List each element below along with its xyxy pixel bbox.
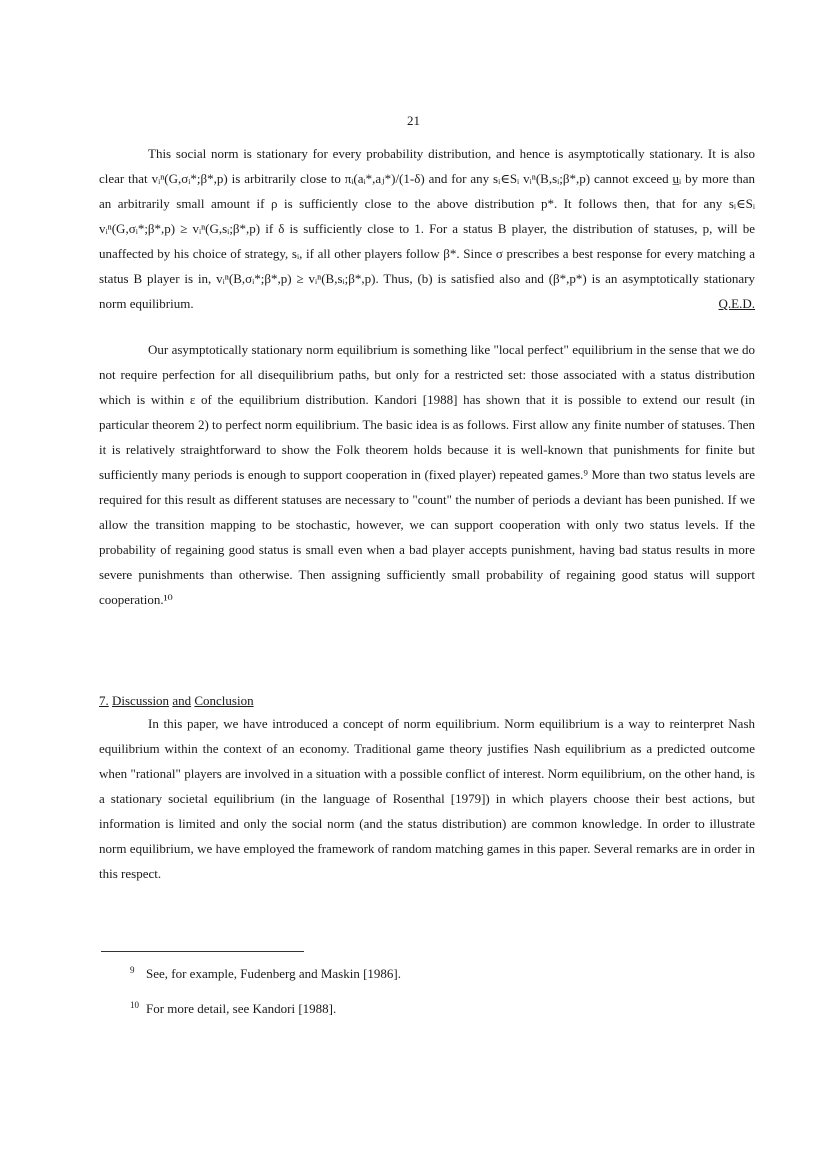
section-number: 7. [99, 693, 109, 708]
footnote-text: See, for example, Fudenberg and Maskin [1986]. [146, 966, 402, 981]
section-title-part1: Discussion [112, 693, 170, 708]
footnote-text: For more detail, see Kandori [1988]. [146, 1001, 337, 1016]
paragraph-text: This social norm is stationary for every probability distribution, and hence is asymptotically stationary. It is also clear that vᵢⁿ(G,σᵢ*;β*,p) is arbitrarily close to πᵢ(aᵢ*,aⱼ*)/(1-δ) and for any sᵢ∈Sᵢ vᵢⁿ(B,sᵢ;β*,p) cannot exceed u̲ᵢ by more than an arbitrarily small amount if ρ is sufficiently close to the above distribution p*. It follows then, that for any sᵢ∈Sᵢ vᵢⁿ(G,σᵢ*;β*,p) ≥ vᵢⁿ(G,sᵢ;β*,p) if δ is sufficiently close to 1. For a status B player, the distribution of statuses, p, will be unaffected by his choice of strategy, sᵢ, if all other players follow β*. Since σ prescribes a best response for every matching a status B player is in, vᵢⁿ(B,σᵢ*;β*,p) ≥ vᵢⁿ(B,sᵢ;β*,p). Thus, (b) is satisfied also and (β*,p*) is an asymptotically stationary norm equilibrium. [99, 146, 755, 311]
section-title-conjunction: and [172, 693, 192, 708]
paragraph-proof [99, 141, 755, 316]
footnote-9 [130, 965, 401, 983]
footnote-mark: 9 [130, 965, 135, 975]
footnote-mark: 10 [130, 1000, 139, 1010]
section-title-part2: Conclusion [194, 693, 254, 708]
footnote-10 [130, 1000, 336, 1018]
paragraph-conclusion: In this paper, we have introduced a concept of norm equilibrium. Norm equilibrium is a way to reinterpret Nash equilibrium within the context of an economy. Traditional game theory justifies Nash equilibrium as a predicted outcome when "rational" players are involved in a situation with a possible conflict of interest. Norm equilibrium, on the other hand, is a stationary societal equilibrium (in the language of Rosenthal [1979]) in which players choose their best actions, but information is limited and only the social norm (and the status distribution) are common knowledge. In order to illustrate norm equilibrium, we have employed the framework of random matching games in this paper. Several remarks are in order in this respect. [99, 716, 755, 881]
qed-marker: Q.E.D. [718, 296, 755, 311]
page-number: 21 [407, 113, 420, 128]
section-heading [99, 688, 254, 713]
footnote-divider [101, 951, 304, 952]
paragraph-local-perfect: Our asymptotically stationary norm equilibrium is something like "local perfect" equilibrium in the sense that we do not require perfection for all disequilibrium paths, but only for a restricted set: those associated with a status distribution which is within ε of the equilibrium distribution. Kandori [1988] has shown that it is possible to extend our result (in particular theorem 2) to perfect norm equilibrium. The basic idea is as follows. First allow any finite number of statuses. Then it is relatively straightforward to show the Folk theorem holds because it is well-known that punishments for finite but sufficiently many periods is enough to support cooperation in (fixed player) repeated games.⁹ More than two status levels are required for this result as different statuses are necessary to "count" the number of periods a deviant has been punished. If we allow the transition mapping to be stochastic, however, we can support cooperation with only two status levels. If the probability of regaining good status is small even when a bad player accepts punishment, having bad status results in more severe punishments than otherwise. Then assigning sufficiently small probability of regaining good status will support cooperation.¹⁰ [99, 342, 755, 607]
